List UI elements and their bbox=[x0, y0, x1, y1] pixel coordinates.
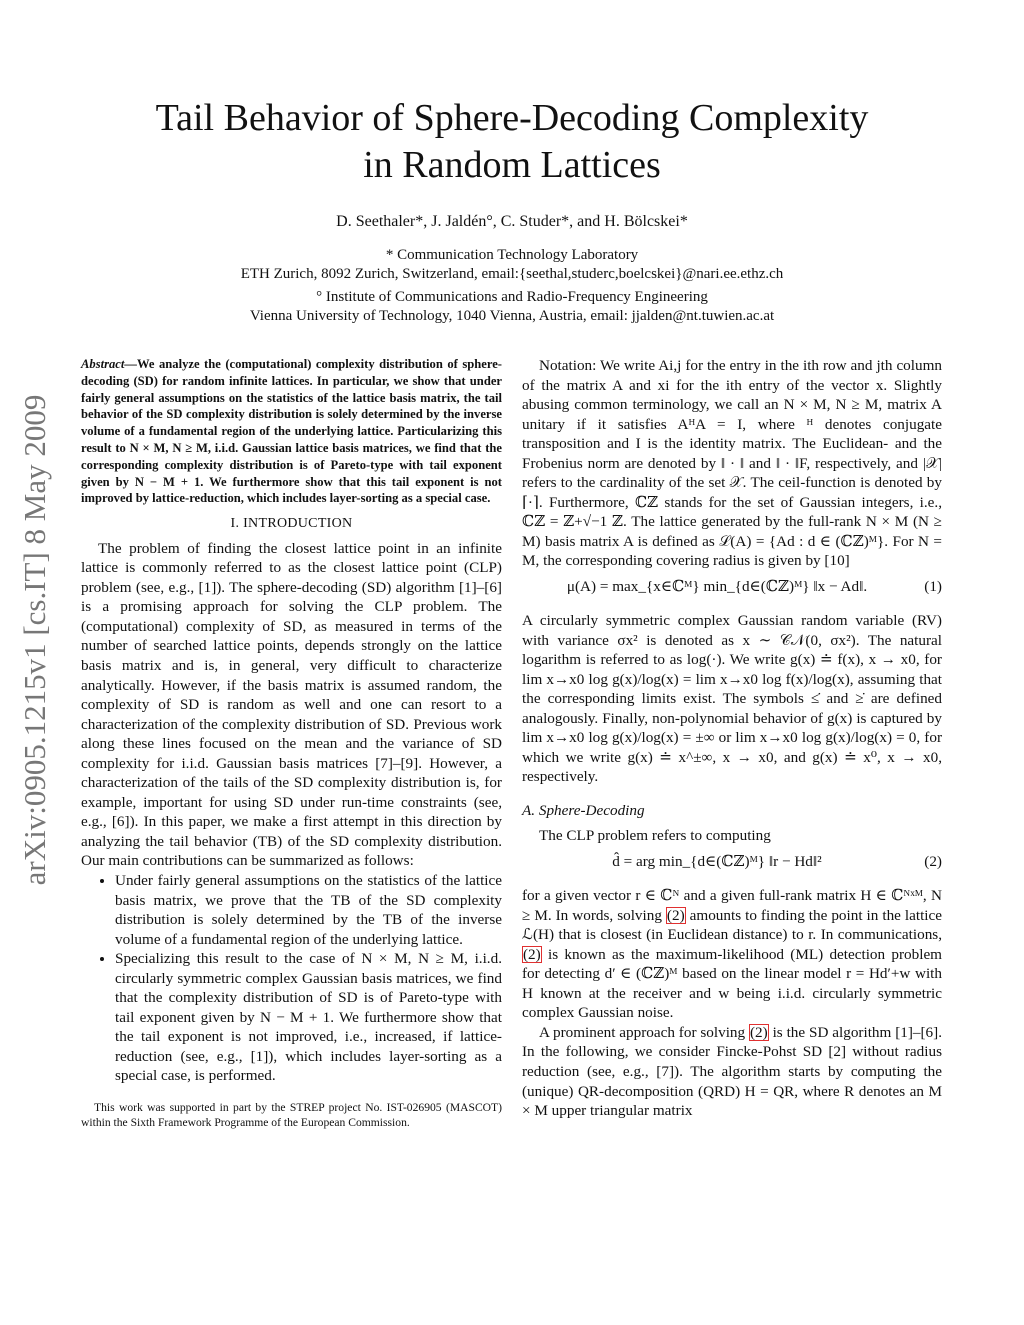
equation-1 bbox=[522, 571, 942, 611]
abstract bbox=[81, 356, 502, 507]
problem-text-b: to finding the point in the lattice ℒ(H) that is closest (in Euclidean distance) to r. In communications, bbox=[522, 906, 943, 944]
sd-text-b: is the SD algorithm [1]–[6]. In the following, we consider Fincke-Pohst SD [2] without radius reduction (see, e.g., [7]). The algorithm starts by computing the (unique) QR-decomposition (QRD) H = QR, where R denotes an M × M upper triangular matrix bbox=[522, 1023, 942, 1120]
title-line-1: Tail Behavior of Sphere-Decoding Complexity bbox=[155, 97, 869, 139]
footnote: This work was supported in part by the STREP project No. IST-026905 (MASCOT) within the Sixth Framework Programme of the European Commission. bbox=[81, 1101, 502, 1130]
sd-paragraph bbox=[522, 1023, 942, 1121]
problem-text-a: for a given vector r ∈ ℂᴺ and a given full-rank matrix H ∈ ℂᴺˣᴹ, N ≥ M. In words, solving bbox=[522, 887, 942, 924]
equation-2-number: (2) bbox=[924, 853, 942, 871]
section-heading: I. INTRODUCTION bbox=[230, 516, 353, 532]
affiliation-1 bbox=[0, 246, 1024, 284]
equation-1-number: (1) bbox=[924, 578, 942, 596]
equation-1-body: μ(A) = max_{x∈ℂᴹ} min_{d∈(ℂℤ)ᴹ} ‖x − Ad‖. bbox=[566, 578, 868, 596]
abstract-lead: Abstract— bbox=[81, 357, 137, 371]
rv-paragraph: A circularly symmetric complex Gaussian random variable (RV) with variance σx² is denoted as x ∼ 𝒞𝒩(0, σx²). The natural logarithm is referred to as log(·). We write g(x) ≐ f(x), x → x0, for lim x→x0 log g(x)/log(x) = lim x→x0 log f(x)/log(x), assuming that the corresponding limits exist. The symbols ≤̇ and ≥̇ are defined analogously. Finally, non-polynomial behavior of g(x) is captured by lim x→x0 log g(x)/log(x) = ±∞ or lim x→x0 log g(x)/log(x) = 0, for which we write g(x) ≐ x^±∞, x → x0, and g(x) ≐ x⁰, x → x0, respectively. bbox=[522, 612, 942, 786]
equation-ref-link[interactable]: (2) bbox=[523, 945, 541, 963]
problem-text-c: is known as the maximum-likelihood (ML) detection problem for detecting d′ ∈ (ℂℤ)ᴹ based on the linear model r = Hd′+w with H known at the receiver and w being i.i.d. circularly symmetric complex Gaussian noise. bbox=[522, 945, 942, 1022]
arxiv-stamp: arXiv:0905.1215v1 [cs.IT] 8 May 2009 bbox=[17, 394, 52, 886]
equation-ref-link[interactable]: (2) bbox=[749, 1023, 768, 1041]
left-column bbox=[81, 356, 502, 1130]
sd-text-a: A prominent approach for solving bbox=[539, 1023, 746, 1041]
intro-paragraph: The problem of finding the closest lattice point in an infinite lattice is commonly referred to as the closest lattice point (CLP) problem (see, e.g., [1]). The sphere-decoding (SD) algorithm [1]–[6] is a promising approach for solving the CLP problem. The (computational) complexity of SD, as measured in terms of the number of searched lattice points, depends strongly on the lattice basis matrix and is, in general, very difficult to characterize analytically. However, if the basis matrix is assumed random, the complexity of SD is random as well and one can resort to a characterization of the complexity distribution of SD. Previous work along these lines focused on the mean and the variance of SD complexity for i.i.d. Gaussian basis matrices [7]–[9]. However, a characterization of the tails of the SD complexity distribution is, for example, important for using SD under run-time constraints (see, e.g., [6]). In this paper, we make a first attempt in this direction by analyzing the tail behavior (TB) of the SD complexity distribution. Our main contributions can be summarized as follows: bbox=[81, 539, 502, 870]
equation-ref-link[interactable]: (2) bbox=[666, 906, 685, 924]
list-item: • Specializing this result to the case of N × M, N ≥ M, i.i.d. circularly symmetric complex Gaussian basis matrices, we find that the complexity distribution of SD is of Pareto-type with tail exponent given by N − M + 1. We furthermore show that the tail exponent is not improved, i.e., increased, if lattice-reduction (see, e.g., [1]), which includes layer-sorting as a special case, is performed. bbox=[115, 949, 502, 1086]
title-line-2: in Random Lattices bbox=[363, 144, 661, 186]
paper-title bbox=[0, 95, 1024, 189]
abstract-text: We analyze the (computational) complexity distribution of sphere-decoding (SD) for random infinite lattices. In particular, we show that under fairly general assumptions on the statistics of the lattice basis matrix, the tail behavior of the SD complexity distribution is solely determined by the inverse volume of a fundamental region of the underlying lattice. Particularizing this result to N × M, N ≥ M, i.i.d. Gaussian lattice basis matrices, we find that the corresponding complexity distribution is of Pareto-type with tail exponent given by N − M + 1. We furthermore show that this tail exponent is not improved by lattice-reduction, which includes layer-sorting as a special case. bbox=[81, 357, 502, 506]
notation-paragraph: Notation: We write Ai,j for the entry in the ith row and jth column of the matrix A and xi for the ith entry of the vector x. Slightly abusing common terminology, we call an N × M, N ≥ M, matrix A unitary if it satisfies AᴴA = I, where ᴴ denotes conjugate transposition and I is the identity matrix. The Euclidean- and the Frobenius norm are denoted by ‖ · ‖ and ‖ · ‖F, respectively, and |𝒳| refers to the cardinality of the set 𝒳. The ceil-function is denoted by ⌈·⌉. Furthermore, ℂℤ stands for the set of Gaussian integers, i.e., ℂℤ = ℤ+√−1 ℤ. The lattice generated by the full-rank N × M (N ≥ M) basis matrix A is defined as ℒ(A) = {Ad : d ∈ (ℂℤ)ᴹ}. For N = M, the corresponding covering radius is given by [10] bbox=[522, 357, 942, 570]
clp-paragraph: The CLP problem refers to computing bbox=[539, 827, 771, 845]
affiliation-2-line-1: ° Institute of Communications and Radio-Frequency Engineering bbox=[316, 289, 708, 305]
right-column bbox=[522, 356, 942, 1121]
problem-paragraph bbox=[522, 886, 942, 1023]
affiliation-2 bbox=[0, 288, 1024, 326]
affiliation-1-line-1: * Communication Technology Laboratory bbox=[385, 247, 639, 263]
list-item: • Under fairly general assumptions on the statistics of the lattice basis matrix, we prove that the TB of the SD complexity distribution is solely determined by the TB of the inverse volume of a fundamental region of the underlying lattice. bbox=[115, 871, 502, 949]
problem-text-amounts: amounts bbox=[689, 906, 742, 924]
equation-2-body: d̂ = arg min_{d∈(ℂℤ)ᴹ} ‖r − Hd‖² bbox=[612, 853, 822, 871]
authors: D. Seethaler*, J. Jaldén°, C. Studer*, and H. Bölcskei* bbox=[336, 213, 688, 230]
subsection-heading: A. Sphere-Decoding bbox=[522, 801, 645, 819]
contribution-list bbox=[81, 871, 502, 1086]
equation-2 bbox=[522, 846, 942, 886]
affiliation-1-line-2: ETH Zurich, 8092 Zurich, Switzerland, email:{seethal,studerc,boelcskei}@nari.ee.ethz.ch bbox=[240, 266, 784, 282]
affiliation-2-line-2: Vienna University of Technology, 1040 Vienna, Austria, email: jjalden@nt.tuwien.ac.at bbox=[249, 308, 775, 324]
